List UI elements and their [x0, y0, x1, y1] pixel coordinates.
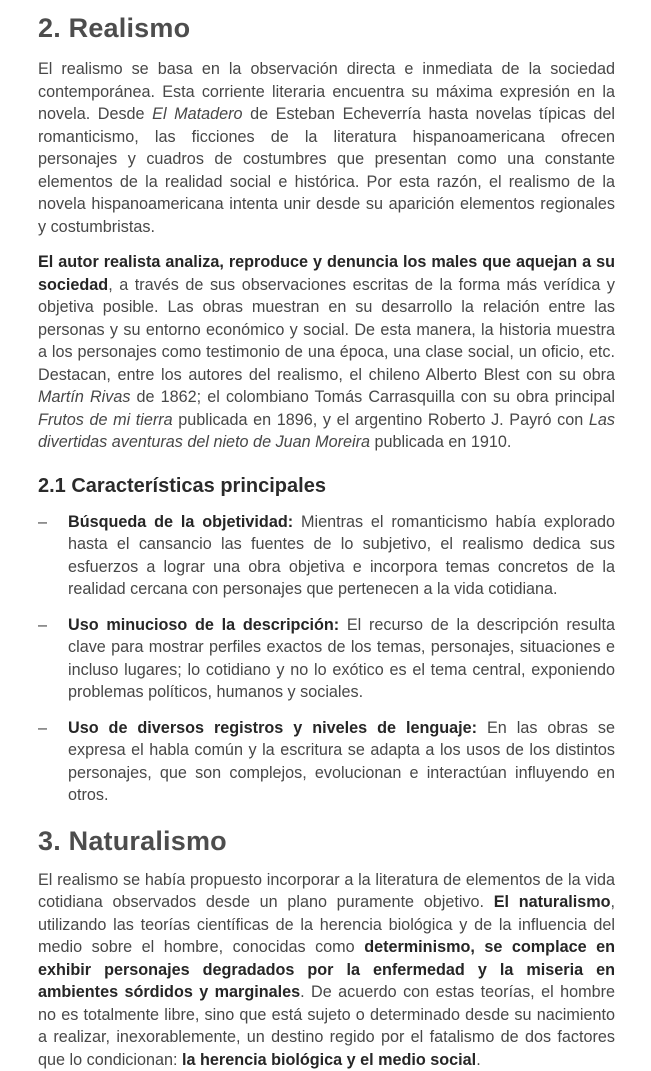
- text-run: de 1862; el colombiano Tomás Carrasquilla con su obra principal: [130, 388, 615, 406]
- text-run: Uso minucioso de la descripción:: [68, 616, 339, 634]
- characteristics-bullet-list: [38, 511, 615, 807]
- text-run: Uso de diversos registros y niveles de lenguaje:: [68, 719, 477, 737]
- text-run: El recurso de la descripción resulta clave para mostrar perfiles exactos de los temas, personajes, situaciones e incluso lugares; lo cotidiano y no lo exótico es el tema central, exponiendo problemas políticos, humanos y sociales.: [68, 616, 615, 702]
- text-run: Mientras el romanticismo había explorado hasta el cansancio las fuentes de lo subjetivo, el realismo dedica sus esfuerzos a lograr una obra objetiva e incorpora temas concretos de la realidad cercana con personajes que pertenecen a la vida cotidiana.: [68, 513, 615, 599]
- paragraph-realismo-1: [38, 58, 615, 238]
- text-run: El Matadero: [152, 105, 242, 123]
- list-item: [38, 511, 615, 601]
- dash-bullet-icon: –: [38, 717, 68, 740]
- list-item-text: [68, 511, 615, 601]
- text-run: publicada en 1910.: [370, 433, 511, 451]
- paragraph-realismo-2: [38, 251, 615, 454]
- text-run: Las divertidas aventuras del nieto de Juan Moreira: [38, 411, 615, 452]
- subsection-heading-caracteristicas: 2.1 Características principales: [38, 474, 615, 499]
- text-run: publicada en 1896, y el argentino Roberto J. Payró con: [173, 411, 589, 429]
- text-run: En las obras se expresa el habla común y la escritura se adapta a los usos de los distintos personajes, que son complejos, evolucionan e interactúan influyendo en otros.: [68, 719, 615, 805]
- text-run: Búsqueda de la objetividad:: [68, 513, 293, 531]
- text-run: la herencia biológica y el medio social: [182, 1051, 476, 1069]
- text-run: El realismo se había propuesto incorporar a la literatura de elementos de la vida cotidiana observados desde un plano puramente objetivo.: [38, 871, 615, 912]
- text-run: de Esteban Echeverría hasta novelas típicas del romanticismo, las ficciones de la literatura hispanoamericana ofrecen personajes y cuadros de costumbres que presentan como una constante elementos de la realidad social e histórica. Por esta razón, el realismo de la novela hispanoamericana intenta unir desde su aparición elementos regionales y costumbristas.: [38, 105, 615, 236]
- text-run: , utilizando las teorías científicas de la herencia biológica y de la influencia del medio sobre el hombre, conocidas como: [38, 893, 615, 956]
- dash-bullet-icon: –: [38, 511, 68, 534]
- text-run: determinismo, se complace en exhibir personajes degradados por la enfermedad y la miseria en ambientes sórdidos y marginales: [38, 938, 615, 1001]
- text-run: El autor realista analiza, reproduce y denuncia los males que aquejan a su sociedad: [38, 253, 615, 294]
- list-item-text: [68, 614, 615, 704]
- text-run: Martín Rivas: [38, 388, 130, 406]
- dash-bullet-icon: –: [38, 614, 68, 637]
- text-run: El naturalismo: [494, 893, 611, 911]
- section-heading-realismo: 2. Realismo: [38, 12, 615, 44]
- text-run: . De acuerdo con estas teorías, el hombre no es totalmente libre, sino que está sujeto o determinado desde su nacimiento a realizar, inexorablemente, un destino regido por el fatalismo de dos factores que lo condicionan:: [38, 983, 615, 1069]
- list-item: [38, 614, 615, 704]
- paragraph-naturalismo-1: [38, 869, 615, 1071]
- list-item: [38, 717, 615, 807]
- text-run: , a través de sus observaciones escritas de la forma más verídica y objetiva posible. Las obras muestran en su desarrollo la relación entre las personas y su entorno económico y social. De esta manera, la historia muestra a los personajes como testimonio de una época, una clase social, un oficio, etc. Destacan, entre los autores del realismo, el chileno Alberto Blest con su obra: [38, 276, 615, 384]
- text-run: El realismo se basa en la observación directa e inmediata de la sociedad contemporánea. Esta corriente literaria encuentra su máxima expresión en la novela. Desde: [38, 60, 615, 123]
- text-run: .: [476, 1051, 481, 1069]
- list-item-text: [68, 717, 615, 807]
- text-run: Frutos de mi tierra: [38, 411, 173, 429]
- section-heading-naturalismo: 3. Naturalismo: [38, 825, 615, 857]
